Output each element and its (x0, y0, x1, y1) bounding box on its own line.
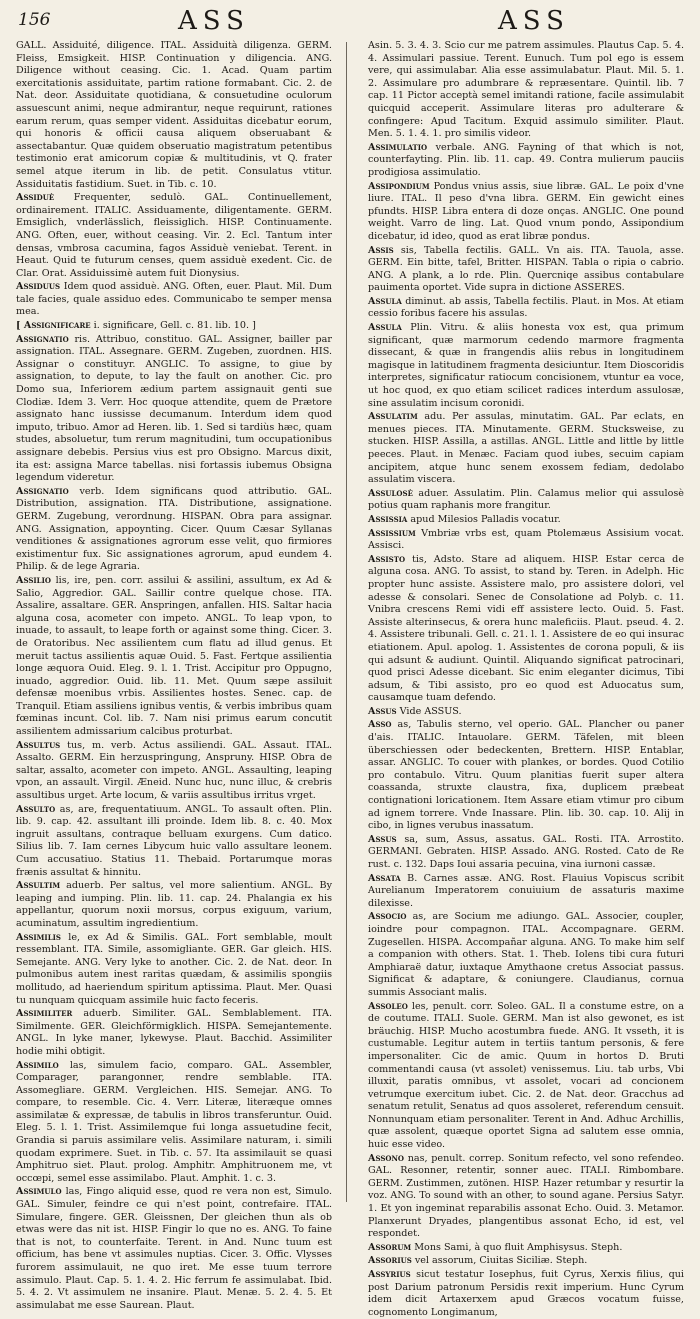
entry-body: ris. Attribuo, constituo. GAL. Assigner, bailler par assignation. ITAL. Assegnare. GERM. Zugeben, zuordnen. HIS. Assignar o constituyr. ANGLIC. To assigne, to giue by assignation, to depute, to lay the fault on another. Cic. pro Domo sua, Inferiorem ædium partem assignauit genti sue Clodiæ. Idem 3. Verr. Hoc quoque attendite, quem de Prætore assignato hanc iussisse decumanum. Interdum idem quod imputo, tribuo. Amor ad Heren. lib. 1. Sed si tardiùs hæc, quam studes, absoluetur, tum rerum magnitudini, tum occupationibus assignare debebis. Persius vius est pro Obsigno. Marcus dixit, ita est: assigna Marce tabellas. nisi fortassis iubemus Obsigna legendum videretur. (16, 333, 332, 484)
dictionary-entry (368, 873, 684, 911)
entry-lemma: Assus (368, 833, 397, 845)
dictionary-entry (368, 514, 684, 527)
entry-lemma: Assimulo (16, 1186, 62, 1198)
entry-lemma: Assignatio (16, 333, 69, 345)
entry-body: verb. Idem significans quod attributio. GAL. Distribution, assignation. ITA. Distributione, assignatione. GERM. Zugebung, verordnung. HISPAN. Obra para assignar. ANG. Assignation, appoynting. Cicer. Quum Cæsar Syllanas venditiones & assignationes agrorum esse velit, quo firmiores existimentur fux. Sic assignationes agrorum, apud eundem 4. Philip. & de lege Agraria. (16, 485, 332, 573)
entry-body: i. significare, Gell. c. 81. lib. 10. ] (93, 320, 256, 332)
entry-lemma: [ Assignificare (16, 320, 91, 332)
entry-lemma: Assisto (368, 553, 406, 565)
entry-lemma: Assulto (16, 803, 56, 815)
entry-body: Plin. Vitru. & aliis honesta vox est, qua primum significant, quæ marmorum cedendo marmore fragmenta dissecant, & quæ in frangendis aliis rebus in longitudinem magisque in latitudinem fragmenta desiciuntur. Item Dioscoridis interpretes, significatur ratiocum concisionem, vtuntur ea voce, ut hoc quod, ex quo etiam scilicet radices interdum assulosæ, sine assulatim incisum coronidi. (368, 322, 684, 409)
entry-lemma: Assus (368, 705, 397, 717)
dictionary-entry (368, 719, 684, 832)
entry-body: verbale. ANG. Fayning of that which is not, counterfayting. Plin. lib. 11. cap. 49. Contra mulierum pauciis prodigiosa assimulatio. (368, 141, 684, 178)
entry-body: aduerb. Per saltus, vel more salientium. ANGL. By leaping and iumping. Plin. lib. 11. cap. 24. Phalangia ex his appellantur, quorum noxii morsus, corpus exiguum, varium, acuminatum, assultim ingredientium. (16, 880, 332, 929)
entry-body: sis, Tabella fectilis. GALL. Vn ais. ITA. Tauola, asse. GERM. Ein bitte, tafel, Britter. HISPAN. Tabla o ripia o cabrio. ANG. A plank, a lo rde. Plin. Quercniqe assibus contabulare pauimenta oportet. Vide supra in dictione ASSERES. (368, 244, 684, 294)
dictionary-entry (368, 1269, 684, 1319)
entry-body: las, simulem facio, comparo. GAL. Assembler, Comparager, parangonner, rendre semblable. ITA. Assomegliare. GERM. Vergleichen. HIS. Semejar. ANG. To compare, to resemble. Cic. 4. Verr. Literæ, literæque omnes assimilatæ & expressæ, de tabulis in libros transferuntur. Ouid. Eleg. 5. l. 1. Trist. Assimilemque fui longa assuetudine fecit, Grandia si paruis assimilare velis. Assimilare naturam, i. simili quodam exprimere. Suet. in Tib. c. 57. Ita assimilauit se quasi Amphitruo siet. Plaut. prolog. Amphitr. Amphitruonem me, vt occœpi, semel esse assimilabo. Plaut. Amphit. 1. c. 3. (16, 1059, 332, 1184)
entry-body: aduer. Assulatim. Plin. Calamus melior qui assulosè potius quam raphanis more frangitur. (368, 487, 684, 512)
entry-lemma: Assulosè (368, 487, 413, 499)
entry-lemma: Assissia (368, 513, 408, 525)
dictionary-entry (368, 1001, 684, 1152)
entry-body: tis, Adsto. Stare ad aliquem. HISP. Estar cerca de alguna cosa. ANG. To assist, to stand by. Teren. in Adelph. Hic propter hunc assiste. Assistere malo, pro assistere dolori, vel adesse & consolari. Senec de Consolatione ad Polyb. c. 11. Vnibra crescens Remi vidi eff assistere lecto. Ouid. 5. Fast. Assiste alterinsecus, & orera hunc maleficiis. Plaut. pseud. 4. 2. 4. Assistere tribunali. Gell. c. 21. l. 1. Assistere de eo qui insurac etiationem. Apul. apolog. 1. Assistentes de corona populi, & iis qui adsunt & audiunt. Quintil. Aliquando significat patrocinari, quod prisci Adesse dicebant. Sic enim eleganter dicimus, Tibi adsum, & Tibi assisto, pro eo quod est Aduocatus sum, causamque tuam defendo. (368, 553, 684, 704)
dictionary-entry (16, 880, 332, 930)
entry-body: Idem quod assiduè. ANG. Often, euer. Plaut. Mil. Dum tale facies, quale assiduo edes. Communicabo te semper mensa mea. (16, 281, 333, 318)
entry-body: apud Milesios Palladis vocatur. (410, 513, 561, 525)
dictionary-entry (368, 1255, 684, 1268)
entry-body: Vide ASSUS. (399, 705, 462, 717)
dictionary-entry (368, 40, 684, 141)
dictionary-entry (368, 834, 684, 872)
column-divider (346, 42, 347, 1202)
entry-lemma: Assulatim (368, 411, 418, 423)
dictionary-entry (16, 334, 332, 485)
entry-lemma: Assignatio (16, 485, 69, 497)
entry-lemma: Assultus (16, 739, 61, 751)
entry-lemma: Assiduè (16, 192, 55, 204)
dictionary-entry (368, 1153, 684, 1241)
entry-body: las, Fingo aliquid esse, quod re vera non est, Simulo. GAL. Simuler, feindre ce qui n'est point, contrefaire. ITAL. Simulare, fingere. GER. Gleissnen, Der gleichen thun als ob etwas were das nit ist. HISP. Fingir lo que no es. ANG. To faine that is not, to counterfaite. Terent. in And. Nunc tuum est officium, has bene vt assimules nuptias. Cicer. 3. Offic. Vlysses furorem assimulauit, ne quo iret. Me esse tuum terrore assimulo. Plaut. Cap. 5. 1. 4. 2. Hic ferrum fe assimulabat. Ibid. 5. 4. 2. Vt assimulem ne insanire. Plaut. Menæ. 5. 2. 4. 5. Et assimulabat me esse Saurean. Plaut. (16, 1186, 332, 1311)
dictionary-entry (368, 911, 684, 999)
entry-lemma: Assula (368, 322, 402, 334)
entry-body: GALL. Assiduité, diligence. ITAL. Assiduità diligenza. GERM. Fleiss, Emsigkeit. HISP. Continuation y diligencia. ANG. Diligence without ceasing. Cic. 1. Acad. Quam partim exercitationis assiduitate, partim ratione formabant. Cic. 2. de Nat. deor. Assiduitate quotidiana, & consuetudine oculorum assuescunt animi, neque admirantur, neque requirunt, rationes earum rerum, quas semper vident. Assiduitas dicebatur eorum, qui honoris & officii causa aliquem obseruabant & assectabantur. Quæ quidem obseruatio magistratum petentibus testimonio erat amicorum copiæ & multitudinis, vt Q. frater semel atque iterum in lib. de petit. Consulatus vtitur. Assiduitatis fastidium. Suet. in Tib. c. 10. (16, 40, 332, 190)
entry-body: sa, sum, Assus, assatus. GAL. Rosti. ITA. Arrostito. GERMANI. Gebraten. HISP. Assado. ANG. Rosted. Cato de Re rust. c. 132. Daps Ioui assaria pecuina, vina iurnoni cassæ. (368, 833, 684, 870)
entry-body: Asin. 5. 3. 4. 3. Scio cur me patrem assimules. Plautus Cap. 5. 4. 4. Assimulari passiue. Terent. Eunuch. Tum pol ego is essem vere, qui assimulabar. Alia esse assimulabatur. Plaut. Mil. 5. 1. 2. Assimulare pro adumbrare & repræsentare. Quintil. lib. 7 cap. 11 Pictor acceptà semel imitandi ratione, facile assimulabit quicquid acceperit. Assimulare literas pro adulterare & confingere: Apud Tacitum. Exquid assimulo similiter. Plaut. Men. 5. 1. 4. 1. pro similis videor. (368, 40, 684, 140)
entry-lemma: Assorius (368, 1255, 412, 1267)
dictionary-entry (16, 1060, 332, 1186)
entry-lemma: Assissium (368, 527, 416, 539)
entry-lemma: Assiduus (16, 281, 61, 293)
entry-body: sicut testatur Iosephus, fuit Cyrus, Xerxis filius, qui post Darium patronum Persidis rexit imperium. Hunc Cyrum idem dicit Artaxerxem apud Græcos vocatum fuisse, cognomento Longimanum, (368, 1269, 684, 1318)
page-number: 156 (18, 10, 51, 30)
entry-lemma: Assipondium (368, 180, 430, 192)
dictionary-entry (16, 281, 332, 319)
running-head-right: ASS (498, 6, 570, 36)
dictionary-entry (368, 411, 684, 487)
entry-body: Frequenter, sedulò. GAL. Continuellement, ordinairement. ITALIC. Assiduamente, diligentamente. GERM. Emsiglich, vnderlässlich, fleissiglich. HISP. Continuamente. ANG. Often, euer, without ceasing. Vir. 2. Ecl. Tantum inter densas, vmbrosa cacumina, fagos Assiduè veniebat. Terent. in Heaut. Quid te futurum censes, quem assiduè exedent. Cic. de Clar. Orat. Assiduissimè autem fuit Dionysius. (16, 192, 332, 279)
dictionary-entry (16, 1008, 332, 1058)
dictionary-entry (16, 486, 332, 574)
entry-lemma: Assimiliter (16, 1008, 73, 1020)
entry-lemma: Associo (368, 911, 407, 923)
entry-body: vel assorum, Ciuitas Siciliæ. Steph. (414, 1255, 588, 1267)
dictionary-entry (16, 575, 332, 739)
entry-lemma: Assoleo (368, 1000, 408, 1012)
dictionary-entry (16, 40, 332, 191)
entry-lemma: Assyrius (368, 1269, 411, 1280)
entry-body: lis, ire, pen. corr. assilui & assilini, assultum, ex Ad & Salio, Aggredior. GAL. Saillir contre quelque chose. ITA. Assalire, assaltare. GER. Anspringen, anfallen. HIS. Saltar hacia alguna cosa, acometer con impeto. ANGL. To leap vpon, to inuade, to assault, to leape forth or against some thing. Cicer. 3. de Oratoribus. Nec assilientem cum flatu ad illud genus. Et meruit tactus assilientis aquæ Ouid. 5. Fast. Fertque assilientia longe æquora Ouid. Eleg. 9. l. 1. Trist. Accipitur pro Oppugno, inuado, aggredior. Ouid. lib. 11. Met. Quum sæpe assiluit defensæ moenibus vrbis. Assilientes hostes. Senec. cap. de Tranquil. Etiam assiliens ignibus ventis, & verbis imbribus quam fœminas incunt. Col. lib. 7. Nam nisi primus earum concutit assilientem admissarium calcibus proturbat. (16, 574, 332, 738)
dictionary-entry (16, 932, 332, 1008)
dictionary-entry (368, 322, 684, 410)
right-column (368, 40, 684, 1318)
entry-lemma: Assilio (16, 574, 51, 586)
entry-body: as, are, frequentatiuum. ANGL. To assault often. Plin. lib. 9. cap. 42. assultant illi proinde. Idem lib. 8. c. 40. Mox ingruit assultans, contraque belluam exurgens. Cum datico. Silius lib. 7. Iam cernes Libycum huic vallo assultare leonem. Cum accusatiuo. Statius 11. Thebaid. Portarumque moras frænis assultat & hinnitu. (16, 803, 332, 878)
entry-body: adu. Per assulas, minutatim. GAL. Par eclats, en menues pieces. ITA. Minutamente. GERM. Stucksweise, zu stucken. HISP. Assilla, a astillas. ANGL. Little and little by little peeces. Plaut. in Menæc. Faciam quod iubes, secuim capiam ancipitem, atque hunc senem exossem fediam, dedolabo assulatim viscera. (368, 411, 684, 486)
entry-body: le, ex Ad & Similis. GAL. Fort semblable, moult ressemblant. ITA. Simile, assomigliante. GER. Gar gleich. HIS. Semejante. ANG. Very lyke to another. Cic. 2. de Nat. deor. In pulmonibus autem inest raritas quædam, & assimilis spongiis mollitudo, ad haeriendum spiritum aptissima. Plaut. Mer. Quasi tu nunquam quicquam assimile huic facto feceris. (16, 931, 332, 1006)
dictionary-entry (16, 1186, 332, 1312)
entry-lemma: Assula (368, 295, 402, 307)
entry-lemma: Assimilis (16, 931, 61, 943)
dictionary-entry (368, 488, 684, 513)
dictionary-entry (16, 804, 332, 880)
entry-lemma: Assimilo (16, 1059, 59, 1071)
entry-lemma: Assono (368, 1152, 404, 1164)
entry-lemma: Assultim (16, 880, 61, 892)
page-header (18, 6, 682, 40)
entry-body: tus, m. verb. Actus assiliendi. GAL. Assaut. ITAL. Assalto. GERM. Ein herzuspringung, Anspruny. HISP. Obra de saltar, assalto, acometer con impeto. ANGL. Assaulting, leaping vpon, an assault. Virgil. Æneid. Nunc huc, nunc illuc, & crebris assultibus urget. Arte locum, & variis assultibus irritus vrget. (16, 739, 332, 802)
entry-lemma: Assimulatio (368, 141, 428, 153)
dictionary-entry (368, 554, 684, 705)
entry-body: diminut. ab assis, Tabella fectilis. Plaut. in Mos. At etiam cessio foribus facere his assulas. (368, 295, 684, 320)
entry-body: nas, penult. correp. Sonitum refecto, vel sono refendeo. GAL. Resonner, retentir, sonner auec. ITALI. Rimbombare. GERM. Zustimmen, zutönen. HISP. Hazer retumbar y resurtir la voz. ANG. To sound with an other, to sound agane. Persius Satyr. 1. Et yon ingeminat reparabilis assonat Echo. Ouid. 3. Metamor. Planxerunt Dryades, plangentibus assonat Echo, id est, vel respondet. (368, 1152, 684, 1240)
entry-lemma: Assata (368, 872, 401, 884)
entry-body: les, penult. corr. Soleo. GAL. Il a constume estre, on a de coutume. ITALI. Suole. GERM. Man ist also gewonet, es ist bräuchig. HISP. Mucho acostumbra fuede. ANG. It vsseth, it is custumable. Legitur autem in tertiis tantum personis, & fere impersonaliter. Cic de amic. Quum in hortos D. Bruti commentandi causa (vt assolet) venissemus. Liu. tab urbs, Vbi illuxit, paratis omnibus, vt assolet, vocari ad concionem vetrumque exercitum iubet. Cic. 2. de Nat. deor. Gracchus ad senatum retulit, Senatus ad quos assoleret, referendum censuit. Nonnunquam etiam personaliter. Terent in And. Adhuc Archillis, quæ assolent, quæque oportet Signa ad salutem esse omnia, huic esse video. (368, 1000, 684, 1151)
dictionary-entry (368, 296, 684, 321)
entry-body: B. Carnes assæ. ANG. Rost. Flauius Vopiscus scribit Aurelianum Imperatorem conuiuium de assaturis maxime dilexisse. (368, 872, 684, 909)
entry-body: Pondus vnius assis, siue libræ. GAL. Le poix d'vne liure. ITAL. Il peso d'vna libra. GERM. Ein gewicht eines pfundts. HISP. Libra entera di doze onças. ANGLIC. One pound weight. Varro de ling. Lat. Quod vnum pondo, Assipondium dicebatur, id ideo, quod as erat libræ pondus. (368, 180, 684, 242)
dictionary-entry (368, 1242, 684, 1255)
dictionary-entry (368, 528, 684, 553)
entry-body: Mons Sami, à quo fluit Amphisysus. Steph. (414, 1241, 623, 1253)
dictionary-entry (16, 192, 332, 280)
running-head-left: ASS (178, 6, 250, 36)
dictionary-entry (368, 142, 684, 180)
entry-lemma: Assis (368, 244, 394, 256)
dictionary-entry (368, 245, 684, 295)
entry-lemma: Asso (368, 719, 392, 731)
dictionary-entry (368, 706, 684, 719)
dictionary-entry (16, 740, 332, 803)
entry-body: aduerb. Similiter. GAL. Semblablement. ITA. Similmente. GER. Gleichförmigklich. HISPA. Semejantemente. ANGL. In lyke maner, lykewyse. Plaut. Bacchid. Assimiliter hodie mihi obtigit. (16, 1008, 332, 1057)
left-column (16, 40, 333, 1311)
entry-lemma: Assorum (368, 1241, 412, 1253)
entry-body: as, are Socium me adiungo. GAL. Associer, coupler, ioindre pour compagnon. ITAL. Accompagnare. GERM. Zugesellen. HISPA. Accompañar alguna. ANG. To make him self a companion with others. Stat. 1. Theb. Iolens tibi cura futuri Amphiaraë datur, iuxtaque Amythaone cretus Associat passus. Significat & adaptare, & coniungere. Claudianus, cornua summis Associant malis. (368, 911, 684, 998)
entry-body: as, Tabulis sterno, vel operio. GAL. Plancher ou paner d'ais. ITALIC. Intauolare. GERM. Täfelen, mit bleen überschiessen oder bedeckenten, Brettern. HISP. Entablar, assar. ANGLIC. To couer with plankes, or bordes. Quod Cotilio pro contabulo. Vitru. Quum planitias fuerit super altera coassanda, struxte claustra, fixa, duplicem præbeat contignationi loricationem. Item Assare etiam vtimur pro cibum ad ignem torrere. Vnde Inassare. Plin. lib. 30. cap. 10. Alij in cibo, in lignes verubus inassatum. (368, 719, 684, 832)
dictionary-entry (16, 320, 332, 333)
entry-body: Vmbriæ vrbs est, quam Ptolemæus Assisium vocat. Assisci. (368, 527, 684, 552)
dictionary-entry (368, 181, 684, 244)
